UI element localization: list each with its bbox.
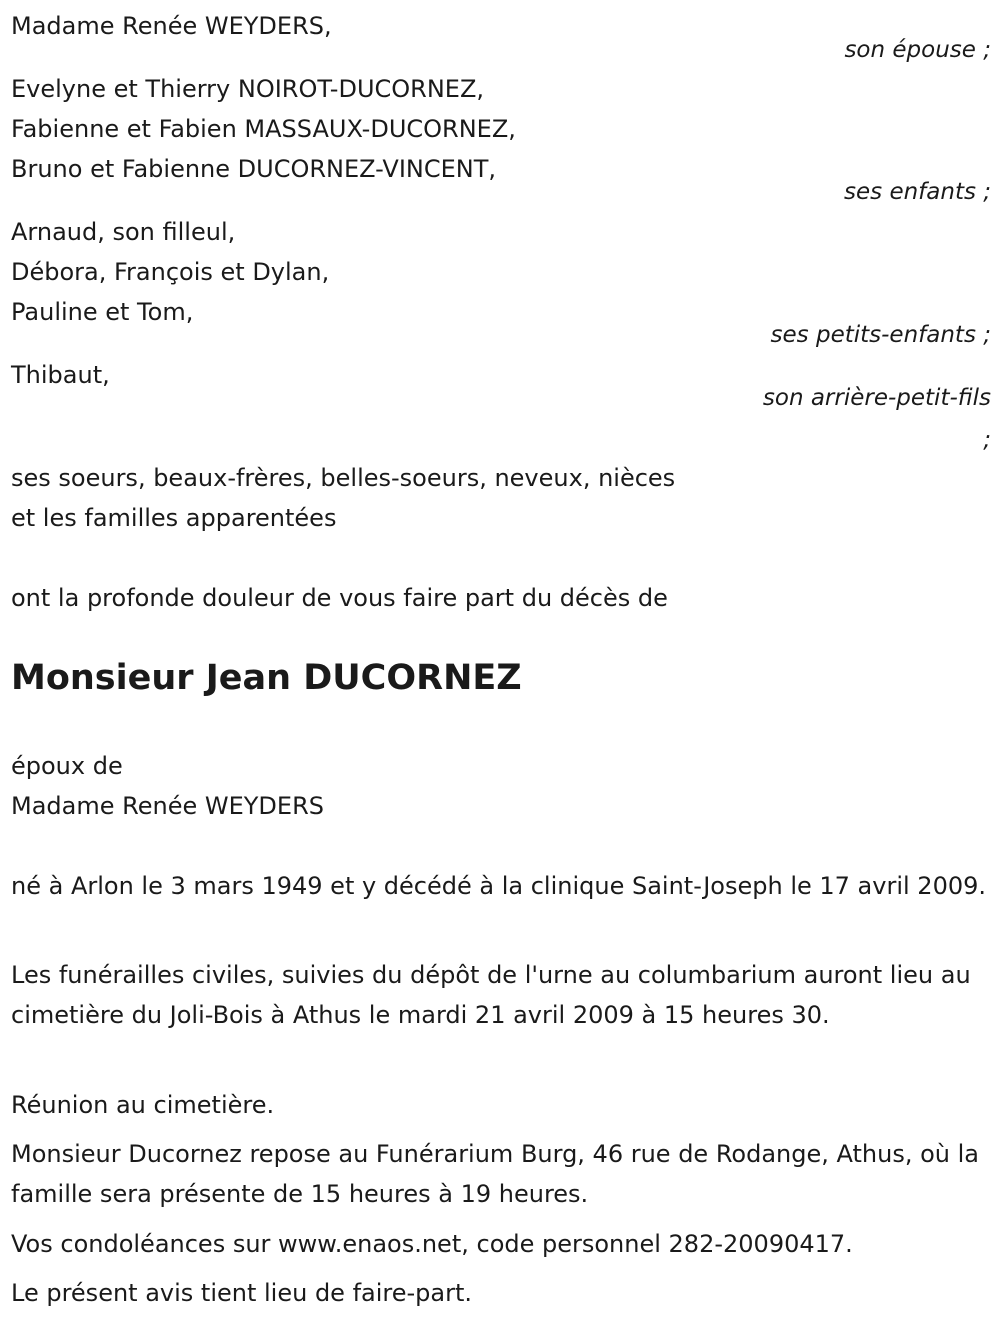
great-grandchild-role: son arrière-petit-fils [762,385,991,411]
meeting-details: Réunion au cimetière. [11,1091,275,1119]
deceased-name: Monsieur Jean DUCORNEZ [11,658,522,698]
family-line: et les familles apparentées [11,504,337,532]
children-role: ses enfants ; [844,179,991,205]
resting-place-details: Monsieur Ducornez repose au Funérarium Burg, 46 rue de Rodange, Athus, où la famille sera présente de 15 heures à 19 heures. [11,1140,980,1208]
birth-death-details: né à Arlon le 3 mars 1949 et y décédé à la clinique Saint-Joseph le 17 avril 2009. [11,872,986,900]
spouse-role: son épouse ; [844,37,991,63]
grandchild-name: Arnaud, son filleul, [11,218,236,246]
spouse-of-label: époux de [11,752,123,780]
condolences-details: Vos condoléances sur www.enaos.net, code personnel 282-20090417. [11,1230,853,1258]
grandchild-name: Débora, François et Dylan, [11,258,330,286]
child-name: Bruno et Fabienne DUCORNEZ-VINCENT, [11,155,497,183]
grandchildren-role: ses petits-enfants ; [770,322,991,348]
spouse-of-name: Madame Renée WEYDERS [11,792,324,820]
great-grandchild-name: Thibaut, [11,361,110,389]
child-name: Fabienne et Fabien MASSAUX-DUCORNEZ, [11,115,516,143]
spouse-name: Madame Renée WEYDERS, [11,12,332,40]
great-grandchild-role-end: ; [983,427,991,453]
notice-statement: Le présent avis tient lieu de faire-part. [11,1279,473,1307]
grandchild-name: Pauline et Tom, [11,298,194,326]
funeral-details: Les funérailles civiles, suivies du dépôt de l'urne au columbarium auront lieu au cimetière du Joli-Bois à Athus le mardi 21 avril 2009 à 15 heures 30. [11,961,971,1029]
child-name: Evelyne et Thierry NOIROT-DUCORNEZ, [11,75,485,103]
family-line: ses soeurs, beaux-frères, belles-soeurs, neveux, nièces [11,464,676,492]
announcement-text: ont la profonde douleur de vous faire part du décès de [11,584,668,612]
